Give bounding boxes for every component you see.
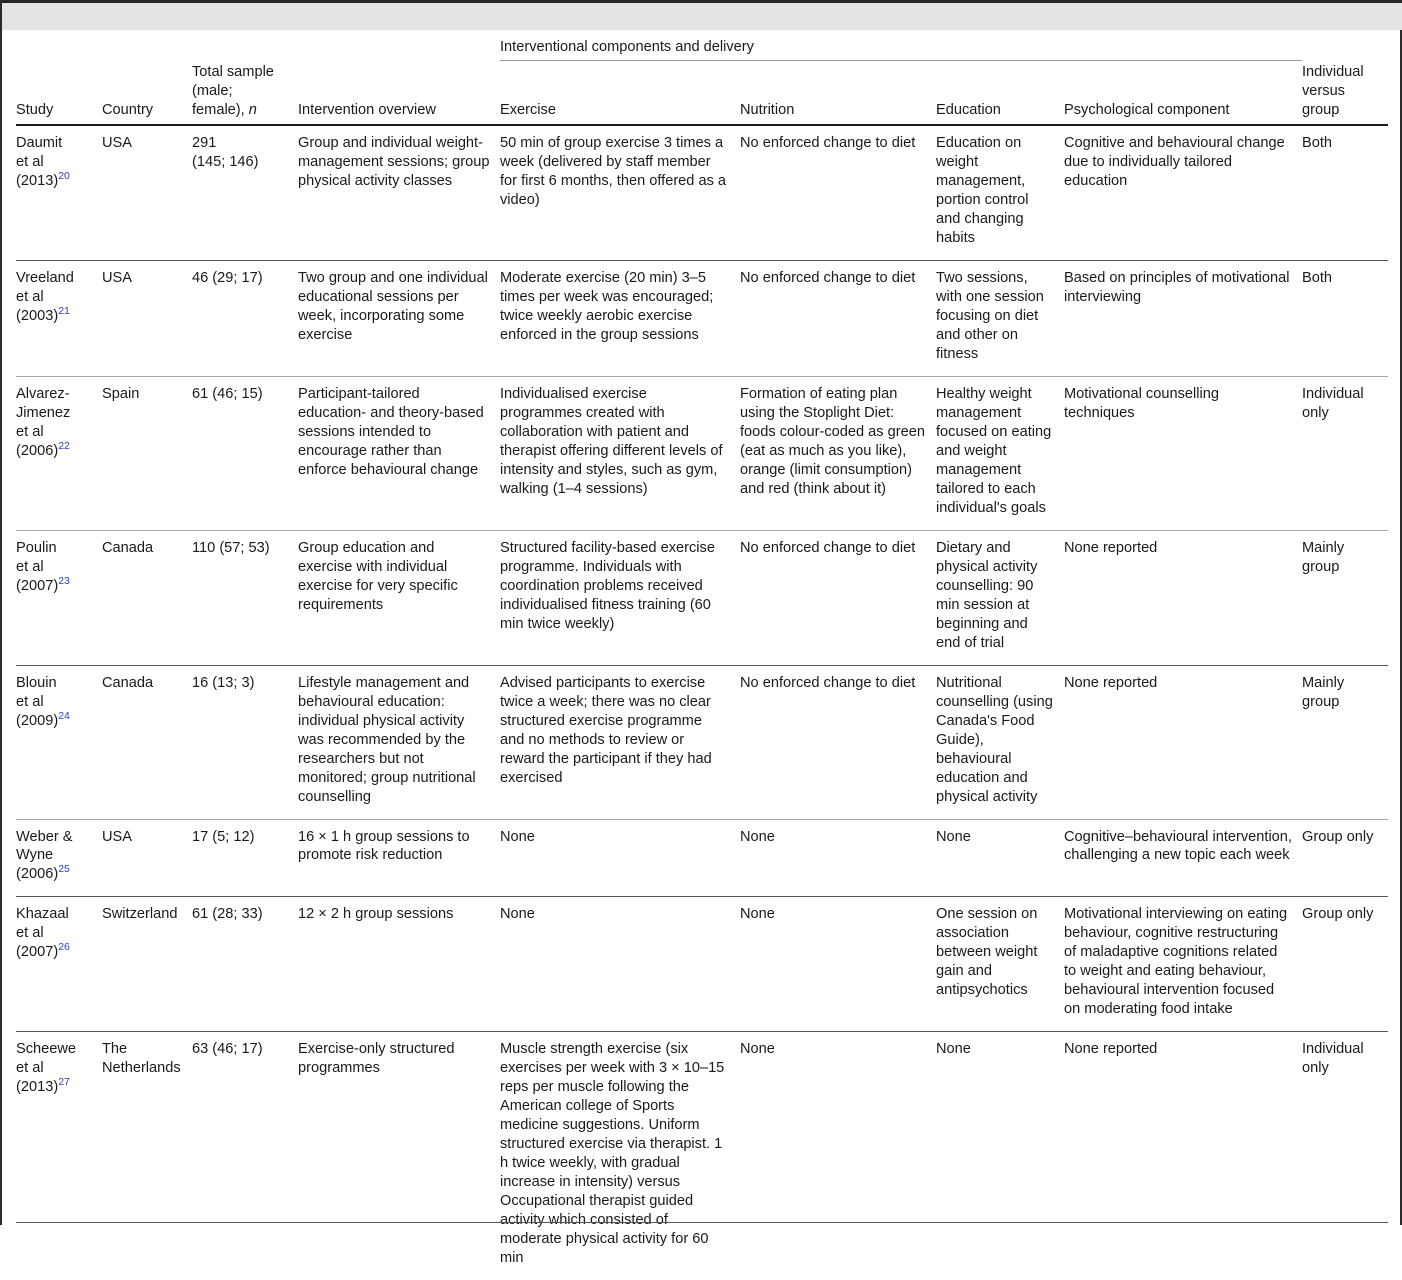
table-body <box>16 125 1388 1279</box>
cell-exercise: Muscle strength exercise (six exercises per week with 3 × 10–15 reps per muscle following the American college of Sports medicine suggestions. Uniform structured exercise via therapist. 1 h twice weekly, with gradual increase in intensity) versus Occupational therapist guided activity which consisted of moderate physical activity for 60 min <box>500 1041 725 1266</box>
sample-line1: 110 (57; 53) <box>192 539 270 556</box>
study-etal: et al <box>16 693 44 710</box>
cell-individual-versus-group: Both <box>1302 125 1388 260</box>
cell-exercise: Structured facility-based exercise programme. Individuals with coordination problems received individualised fitness training (60 min twice weekly) <box>500 530 740 665</box>
cell-study <box>16 530 102 665</box>
study-name: Daumit <box>16 135 63 152</box>
cell-individual-versus-group: Individual only <box>1302 1041 1364 1077</box>
sample-line2: (145; 146) <box>192 154 259 171</box>
cell-nutrition: No enforced change to diet <box>740 530 936 665</box>
cell-education: Education on weight management, portion control and changing habits <box>936 125 1064 260</box>
cell-intervention-overview: Group and individual weight-management sessions; group physical activity classes <box>298 125 500 260</box>
col-header-total-sample-line2: (male; <box>192 83 233 100</box>
table-container <box>2 32 1400 1280</box>
cell-nutrition: None <box>740 897 936 1032</box>
study-etal: et al <box>16 289 44 306</box>
study-name: Vreeland <box>16 270 74 287</box>
cell-intervention-overview: Participant-tailored education- and theory-based sessions intended to encourage rather than enforce behavioural change <box>298 377 500 531</box>
cell-individual-versus-group: Group only <box>1302 819 1388 897</box>
col-header-total-sample <box>192 60 298 125</box>
table-header <box>16 32 1388 125</box>
group-header-spacer <box>16 32 500 60</box>
cell-psychological-component: None reported <box>1064 530 1302 665</box>
cell-intervention-overview: Group education and exercise with individual exercise for very specific requirements <box>298 530 500 665</box>
col-header-nutrition: Nutrition <box>740 60 936 125</box>
cell-total-sample <box>192 897 298 1032</box>
col-header-country: Country <box>102 60 192 125</box>
col-header-total-sample-line1: Total sample <box>192 64 274 81</box>
study-name: Poulin <box>16 539 57 556</box>
reference-superscript[interactable]: 21 <box>58 305 70 318</box>
cell-exercise: 50 min of group exercise 3 times a week (delivered by staff member for first 6 months, then offered as a video) <box>500 125 740 260</box>
sample-line1: 61 (46; 15) <box>192 386 263 403</box>
study-name-cont: Wyne <box>16 847 54 864</box>
col-header-psychological-component: Psychological component <box>1064 60 1302 125</box>
cell-study <box>16 377 102 531</box>
study-name: Scheewe <box>16 1041 77 1058</box>
table-row <box>16 819 1388 897</box>
sample-line1: 17 (5; 12) <box>192 828 255 845</box>
study-name: Khazaal <box>16 906 69 923</box>
sample-line1: 46 (29; 17) <box>192 270 263 287</box>
col-header-education: Education <box>936 60 1064 125</box>
cell-individual-versus-group: Both <box>1302 261 1388 377</box>
table-row <box>16 377 1388 531</box>
cell-exercise: Moderate exercise (20 min) 3–5 times per week was encouraged; twice weekly aerobic exercise enforced in the group sessions <box>500 261 740 377</box>
cell-education: Healthy weight management focused on eating and weight management tailored to each individual's goals <box>936 377 1064 531</box>
cell-individual-versus-group: Mainly group <box>1302 665 1388 819</box>
col-header-ivg-line3: group <box>1302 101 1340 118</box>
col-header-ivg-line2: versus <box>1302 83 1345 100</box>
study-etal: et al <box>16 424 44 441</box>
cell-nutrition: No enforced change to diet <box>740 261 936 377</box>
study-year: (2003)$^{21}$ <box>16 305 70 325</box>
table-row <box>16 261 1388 377</box>
cell-exercise: None <box>500 897 740 1032</box>
country-line2: Netherlands <box>102 1060 181 1077</box>
cell-intervention-overview: Two group and one individual educational sessions per week, incorporating some exercise <box>298 261 500 377</box>
cell-individual-versus-group: Mainly group <box>1302 530 1388 665</box>
cell-exercise: Advised participants to exercise twice a week; there was no clear structured exercise programme and no methods to review or reward the participant if they had exercised <box>500 665 740 819</box>
cell-country: USA <box>102 819 192 897</box>
cell-education: Dietary and physical activity counselling: 90 min session at beginning and end of trial <box>936 530 1064 665</box>
cell-individual-versus-group: Group only <box>1302 897 1388 1032</box>
cell-individual-versus-group: Individual only <box>1302 377 1388 531</box>
sample-line1: 63 (46; 17) <box>192 1041 263 1058</box>
cell-total-sample <box>192 819 298 897</box>
cell-nutrition: None <box>740 1041 775 1058</box>
cell-psychological-component: Cognitive–behavioural intervention, challenging a new topic each week <box>1064 819 1302 897</box>
cell-country: Spain <box>102 377 192 531</box>
cell-psychological-component: Motivational interviewing on eating behaviour, cognitive restructuring of maladaptive cognitions related to weight and eating behaviour, behavioural intervention focused on moderating food intake <box>1064 897 1302 1032</box>
col-header-intervention-overview: Intervention overview <box>298 60 500 125</box>
cell-study <box>16 819 102 897</box>
cell-intervention-overview: Lifestyle management and behavioural education: individual physical activity was recommended by the researchers but not monitored; group nutritional counselling <box>298 665 500 819</box>
study-name-cont: Jimenez <box>16 405 71 422</box>
cell-total-sample <box>192 665 298 819</box>
sample-line1: 291 <box>192 135 217 152</box>
cell-exercise: Individualised exercise programmes created with collaboration with patient and therapist offering different levels of intensity and styles, such as gym, walking (1–4 sessions) <box>500 377 740 531</box>
country-line1: The <box>102 1041 128 1058</box>
cell-psychological-component: Cognitive and behavioural change due to individually tailored education <box>1064 125 1302 260</box>
group-header-interventional: Interventional components and delivery <box>500 32 1302 60</box>
group-header-row <box>16 32 1388 60</box>
cell-intervention-overview: 16 × 1 h group sessions to promote risk reduction <box>298 819 500 897</box>
study-year: (2006)$^{22}$ <box>16 440 70 460</box>
cell-education: None <box>936 819 1064 897</box>
col-header-exercise: Exercise <box>500 60 740 125</box>
cell-education: One session on association between weight gain and antipsychotics <box>936 897 1064 1032</box>
study-year: (2006)$^{25}$ <box>16 863 70 883</box>
cell-intervention-overview: Exercise-only structured programmes <box>298 1041 455 1077</box>
reference-superscript[interactable]: 20 <box>58 170 70 183</box>
col-header-total-sample-line3: female), n <box>192 101 257 118</box>
cell-psychological-component: Motivational counselling techniques <box>1064 377 1302 531</box>
cell-country: USA <box>102 125 192 260</box>
reference-superscript[interactable]: 24 <box>58 709 70 722</box>
reference-superscript[interactable]: 23 <box>58 575 70 587</box>
study-name: Weber & <box>16 828 73 845</box>
cell-total-sample <box>192 125 298 260</box>
reference-superscript[interactable]: 25 <box>58 863 70 876</box>
table-row <box>16 665 1388 819</box>
study-year: (2007)$^{26}$ <box>16 941 70 961</box>
cell-total-sample <box>192 261 298 377</box>
cell-psychological-component: None reported <box>1064 665 1302 819</box>
top-banner <box>2 0 1402 30</box>
table-bottom-rule <box>16 1222 1388 1223</box>
cell-nutrition: No enforced change to diet <box>740 665 936 819</box>
cell-education: Two sessions, with one session focusing on diet and other on fitness <box>936 261 1064 377</box>
study-etal: et al <box>16 925 44 942</box>
study-name: Blouin <box>16 674 57 691</box>
study-etal: et al <box>16 154 44 171</box>
table-row <box>16 530 1388 665</box>
cell-country: USA <box>102 261 192 377</box>
reference-superscript[interactable]: 22 <box>58 440 70 453</box>
cell-nutrition: No enforced change to diet <box>740 125 936 260</box>
study-year: (2013)$^{20}$ <box>16 170 70 190</box>
study-name: Alvarez- <box>16 386 70 403</box>
sample-line1: 61 (28; 33) <box>192 906 263 923</box>
cell-psychological-component: Based on principles of motivational interviewing <box>1064 261 1302 377</box>
table-row <box>16 1032 1388 1280</box>
sample-line1: 16 (13; 3) <box>192 674 255 691</box>
cell-country: Canada <box>102 530 192 665</box>
cell-total-sample <box>192 530 298 665</box>
col-header-individual-versus-group <box>1302 60 1388 125</box>
cell-education: Nutritional counselling (using Canada's Food Guide), behavioural education and physical activity <box>936 665 1064 819</box>
column-header-row <box>16 60 1388 125</box>
cell-study <box>16 1032 102 1280</box>
study-year: (2013)$^{27}$ <box>16 1076 70 1096</box>
cell-country: Switzerland <box>102 897 192 1032</box>
reference-superscript[interactable]: 26 <box>58 941 70 954</box>
group-header-spacer-right <box>1302 32 1388 60</box>
cell-country: Canada <box>102 665 192 819</box>
cell-total-sample <box>192 377 298 531</box>
cell-study <box>16 665 102 819</box>
study-year: (2007)$^{23}$ <box>16 575 70 594</box>
cell-nutrition: Formation of eating plan using the Stoplight Diet: foods colour-coded as green (eat as much as you like), orange (limit consumption) and red (think about it) <box>740 377 936 531</box>
study-etal: et al <box>16 558 44 575</box>
table-row <box>16 125 1388 260</box>
cell-intervention-overview: 12 × 2 h group sessions <box>298 897 500 1032</box>
study-etal: et al <box>16 1060 44 1077</box>
cell-study <box>16 897 102 1032</box>
cell-study <box>16 261 102 377</box>
study-characteristics-table <box>16 32 1388 1280</box>
cell-psychological-component: None reported <box>1064 1041 1158 1058</box>
cell-study <box>16 125 102 260</box>
cell-country <box>102 1032 192 1280</box>
table-row <box>16 897 1388 1032</box>
cell-nutrition: None <box>740 819 936 897</box>
col-header-ivg-line1: Individual <box>1302 64 1364 81</box>
cell-education: None <box>936 1041 971 1058</box>
reference-superscript[interactable]: 27 <box>58 1076 70 1089</box>
cell-total-sample <box>192 1032 298 1280</box>
col-header-study: Study <box>16 60 102 125</box>
study-year: (2009)$^{24}$ <box>16 709 70 729</box>
cell-exercise: None <box>500 819 740 897</box>
